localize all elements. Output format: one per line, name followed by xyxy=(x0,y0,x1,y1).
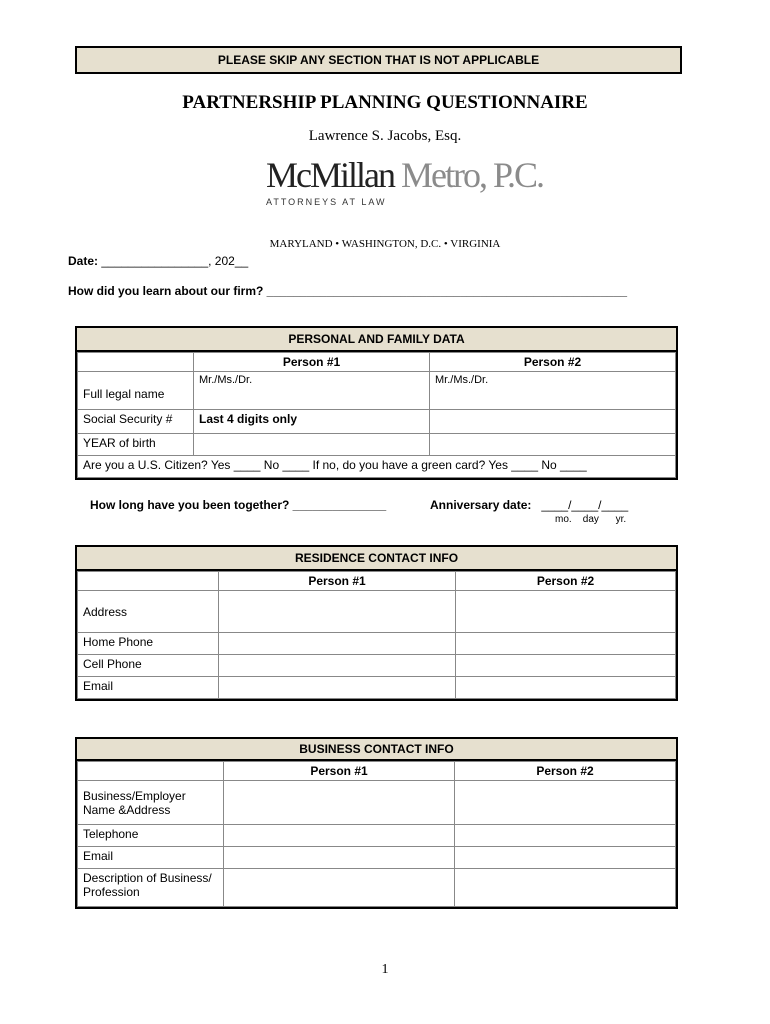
person2-business-description-field[interactable] xyxy=(455,869,676,907)
firm-logo: McMillan Metro, P.C. ATTORNEYS AT LAW xyxy=(266,155,544,207)
address-label: Address xyxy=(78,591,219,633)
person2-cell-phone-field[interactable] xyxy=(456,655,676,677)
page-number: 1 xyxy=(381,962,389,977)
person2-birth-year-field[interactable] xyxy=(430,434,676,456)
ssn-label: Social Security # xyxy=(78,410,194,434)
attorney-name: Lawrence S. Jacobs, Esq. xyxy=(308,128,462,144)
person1-cell-phone-field[interactable] xyxy=(219,655,456,677)
date-line[interactable]: Date: ________________, 202__ xyxy=(68,254,249,268)
person1-telephone-field[interactable] xyxy=(224,825,455,847)
referral-question[interactable]: How did you learn about our firm? ______________________________________________________ xyxy=(68,284,628,298)
page-title: PARTNERSHIP PLANNING QUESTIONNAIRE xyxy=(182,92,588,113)
person1-business-email-field[interactable] xyxy=(224,847,455,869)
col-person-2: Person #2 xyxy=(430,353,676,372)
together-duration-line[interactable]: How long have you been together? ______________ xyxy=(90,498,387,512)
col-person-1: Person #1 xyxy=(194,353,430,372)
person2-address-field[interactable] xyxy=(456,591,676,633)
personal-family-section xyxy=(75,326,678,480)
person1-address-field[interactable] xyxy=(219,591,456,633)
business-description-label: Description of Business/ Profession xyxy=(78,869,224,907)
person2-ssn-field[interactable] xyxy=(430,410,676,434)
col-person-1: Person #1 xyxy=(224,762,455,781)
person1-email-field[interactable] xyxy=(219,677,456,699)
residence-contact-section xyxy=(75,545,678,701)
person2-business-email-field[interactable] xyxy=(455,847,676,869)
section-header: RESIDENCE CONTACT INFO xyxy=(77,547,676,571)
person1-legal-name-field[interactable]: Mr./Ms./Dr. xyxy=(194,372,430,410)
full-legal-name-label: Full legal name xyxy=(78,372,194,410)
person1-home-phone-field[interactable] xyxy=(219,633,456,655)
citizenship-question[interactable]: Are you a U.S. Citizen? Yes ____ No ____ If no, do you have a green card? Yes ____ No ____ xyxy=(78,456,676,478)
person2-employer-field[interactable] xyxy=(455,781,676,825)
employer-label: Business/Employer Name &Address xyxy=(78,781,224,825)
business-email-label: Email xyxy=(78,847,224,869)
birth-year-label: YEAR of birth xyxy=(78,434,194,456)
person1-ssn-field[interactable]: Last 4 digits only xyxy=(194,410,430,434)
anniversary-date-line[interactable]: Anniversary date: ____/____/____ xyxy=(430,498,629,512)
person2-email-field[interactable] xyxy=(456,677,676,699)
telephone-label: Telephone xyxy=(78,825,224,847)
email-label: Email xyxy=(78,677,219,699)
person1-business-description-field[interactable] xyxy=(224,869,455,907)
section-header: BUSINESS CONTACT INFO xyxy=(77,739,676,761)
person2-home-phone-field[interactable] xyxy=(456,633,676,655)
section-header: PERSONAL AND FAMILY DATA xyxy=(77,328,676,352)
col-person-2: Person #2 xyxy=(455,762,676,781)
cell-phone-label: Cell Phone xyxy=(78,655,219,677)
anniversary-date-parts: mo. day yr. xyxy=(555,514,627,525)
person1-birth-year-field[interactable] xyxy=(194,434,430,456)
col-person-1: Person #1 xyxy=(219,572,456,591)
person2-legal-name-field[interactable]: Mr./Ms./Dr. xyxy=(430,372,676,410)
person1-employer-field[interactable] xyxy=(224,781,455,825)
skip-banner: PLEASE SKIP ANY SECTION THAT IS NOT APPLICABLE xyxy=(75,46,682,74)
office-locations: MARYLAND • WASHINGTON, D.C. • VIRGINIA xyxy=(269,238,501,250)
person2-telephone-field[interactable] xyxy=(455,825,676,847)
business-contact-section xyxy=(75,737,678,909)
col-person-2: Person #2 xyxy=(456,572,676,591)
home-phone-label: Home Phone xyxy=(78,633,219,655)
